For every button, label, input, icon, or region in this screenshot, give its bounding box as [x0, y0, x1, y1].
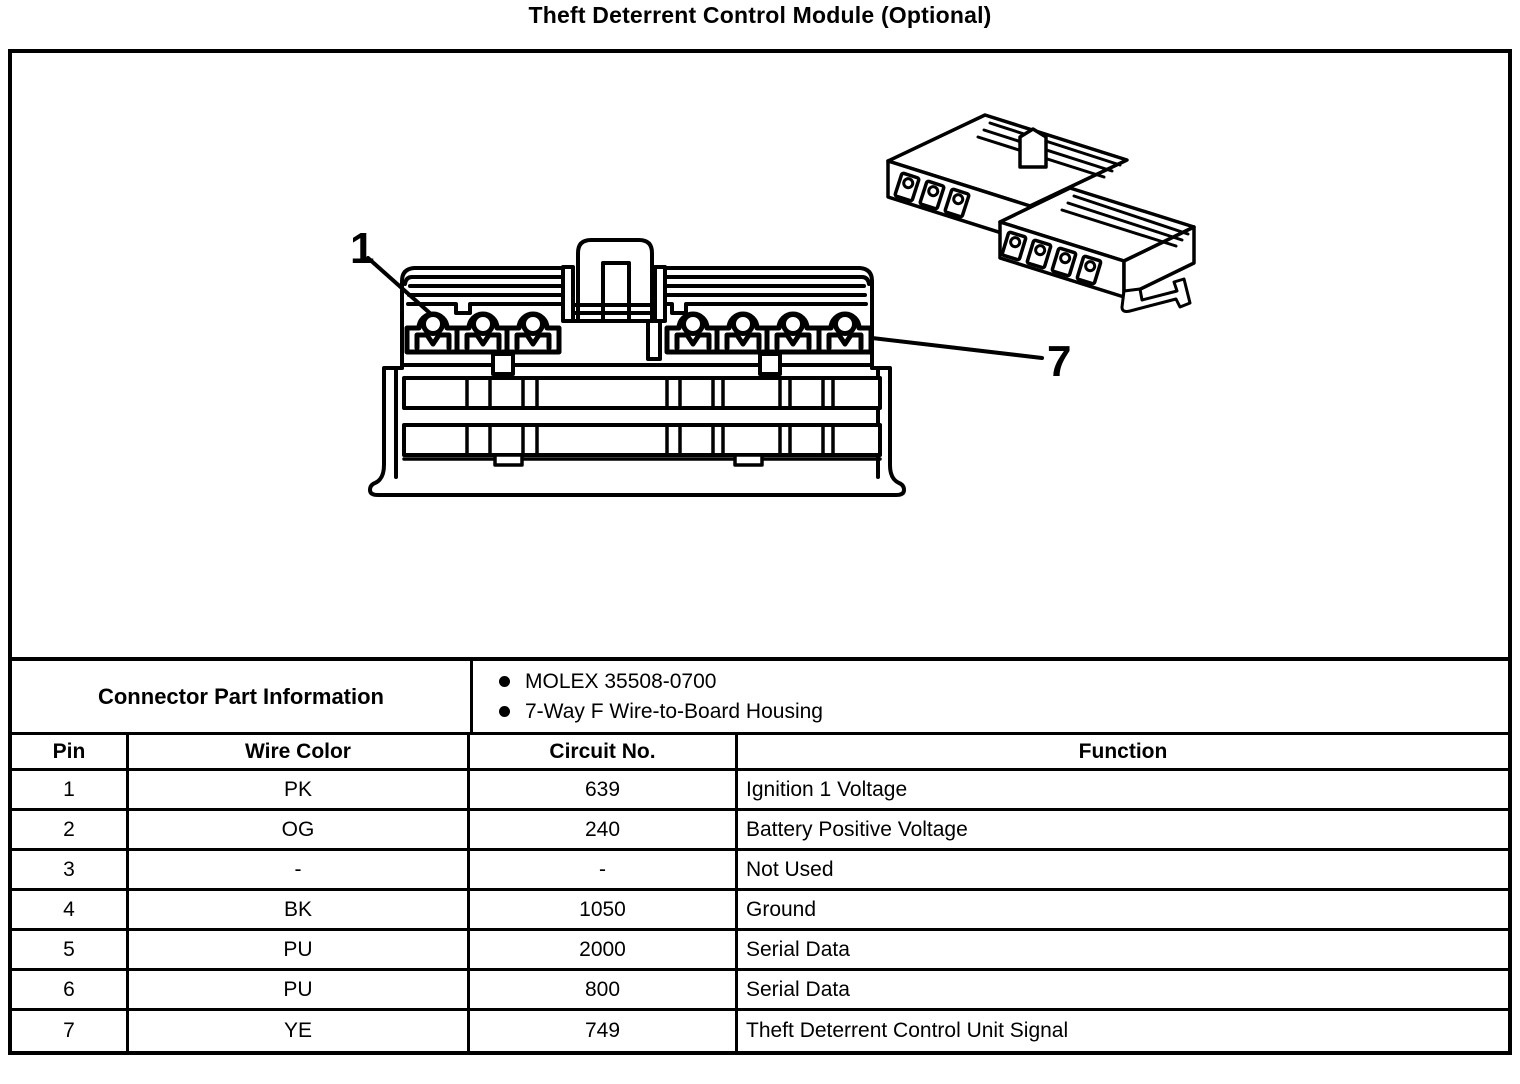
- table-row: [12, 771, 1508, 811]
- bullet-icon: [499, 676, 510, 687]
- cell-wire-color: OG: [129, 811, 470, 848]
- cell-circuit-no: 749: [470, 1011, 738, 1051]
- connector-diagram-box: [12, 53, 1508, 661]
- cell-pin: 7: [12, 1011, 129, 1051]
- cell-circuit-no: 800: [470, 971, 738, 1008]
- part-info-list: [473, 661, 1508, 732]
- cell-function: Ground: [746, 897, 817, 921]
- connector-sheet: [8, 49, 1512, 1055]
- perspective-view-connector-diagram: [888, 115, 1194, 312]
- part-info-row: [12, 661, 1508, 735]
- cell-function: Serial Data: [746, 937, 850, 961]
- cell-function: Not Used: [746, 857, 834, 881]
- pin-7-leader-line: [872, 338, 1042, 358]
- front-view-connector-diagram: [370, 240, 904, 495]
- header-circuit-no: Circuit No.: [470, 735, 738, 768]
- cell-wire-color: PK: [129, 771, 470, 808]
- table-row: [12, 931, 1508, 971]
- table-row: [12, 811, 1508, 851]
- cell-circuit-no: 639: [470, 771, 738, 808]
- cell-pin: 6: [12, 971, 129, 1008]
- cell-wire-color: -: [129, 851, 470, 888]
- cell-pin: 1: [12, 771, 129, 808]
- cell-circuit-no: 1050: [470, 891, 738, 928]
- page-title: Theft Deterrent Control Module (Optional): [528, 2, 992, 28]
- cell-pin: 3: [12, 851, 129, 888]
- cell-pin: 4: [12, 891, 129, 928]
- table-row: [12, 851, 1508, 891]
- part-info-item: [499, 670, 1508, 694]
- cell-function: Theft Deterrent Control Unit Signal: [746, 1019, 1069, 1042]
- header-wire-color: Wire Color: [129, 735, 470, 768]
- cell-wire-color: PU: [129, 931, 470, 968]
- cell-circuit-no: 2000: [470, 931, 738, 968]
- table-header-row: [12, 735, 1508, 771]
- part-info-item: [499, 700, 1508, 724]
- table-row: [12, 1011, 1508, 1051]
- cell-circuit-no: -: [470, 851, 738, 888]
- cell-wire-color: BK: [129, 891, 470, 928]
- cell-wire-color: PU: [129, 971, 470, 1008]
- cell-pin: 5: [12, 931, 129, 968]
- pin-1-label: 1: [350, 224, 375, 273]
- cell-pin: 2: [12, 811, 129, 848]
- pin-7-label: 7: [1047, 337, 1072, 386]
- cell-function: Battery Positive Voltage: [746, 817, 968, 841]
- table-row: [12, 971, 1508, 1011]
- connector-diagrams: [12, 53, 1508, 661]
- cell-wire-color: YE: [129, 1011, 470, 1051]
- cell-function: Ignition 1 Voltage: [746, 777, 908, 801]
- table-row: [12, 891, 1508, 931]
- header-function: Function: [1078, 739, 1168, 763]
- bullet-icon: [499, 706, 510, 717]
- part-info-item-text: MOLEX 35508-0700: [525, 669, 717, 693]
- cell-function: Serial Data: [746, 977, 850, 1001]
- cell-circuit-no: 240: [470, 811, 738, 848]
- part-info-item-text: 7-Way F Wire-to-Board Housing: [525, 699, 823, 723]
- header-pin: Pin: [12, 735, 129, 768]
- part-info-label: Connector Part Information: [12, 661, 473, 732]
